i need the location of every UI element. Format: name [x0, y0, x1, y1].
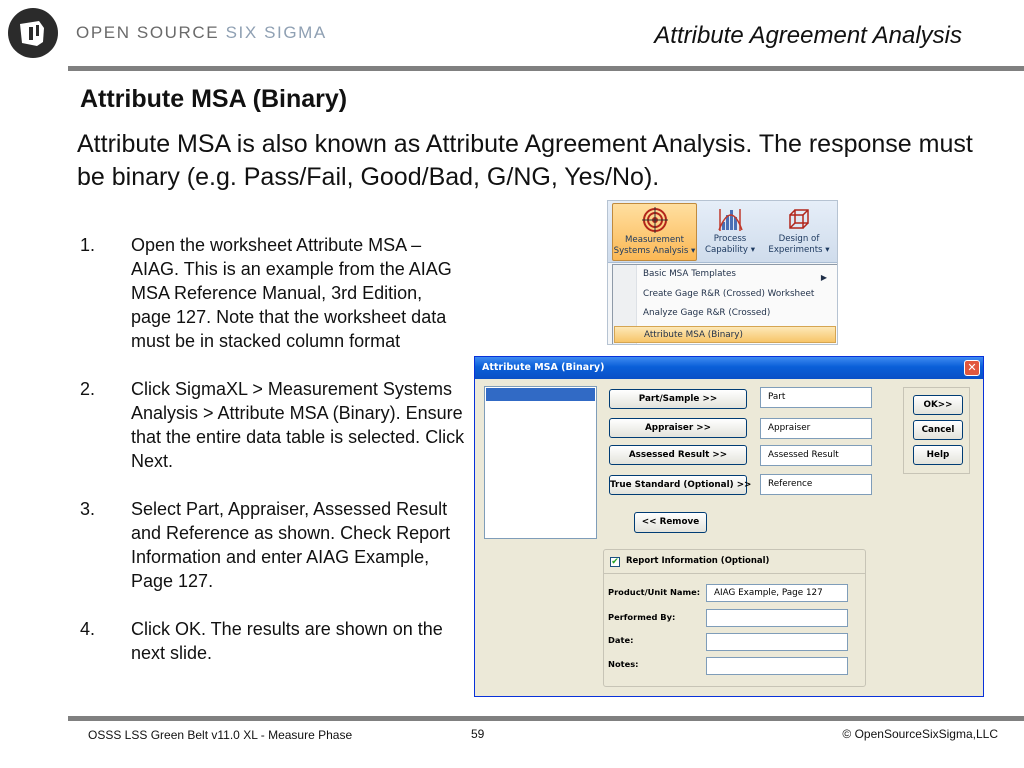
performed-by-label: Performed By:: [608, 612, 676, 622]
listbox-selected-row[interactable]: [486, 388, 595, 401]
ribbon-button-line2: Experiments ▾: [768, 245, 830, 255]
logo-mark-icon: [8, 8, 58, 58]
menu-item-create-gage-rr[interactable]: Create Gage R&R (Crossed) Worksheet: [643, 289, 815, 299]
product-unit-label: Product/Unit Name:: [608, 587, 701, 597]
true-standard-field[interactable]: Reference: [760, 474, 872, 495]
bottom-divider: [68, 716, 1024, 721]
notes-input[interactable]: [706, 657, 848, 675]
footer-copyright: © OpenSourceSixSigma,LLC: [842, 727, 998, 741]
report-information-checkbox[interactable]: ✔: [611, 557, 619, 567]
menu-item-analyze-gage-rr[interactable]: Analyze Gage R&R (Crossed): [643, 308, 771, 318]
step-number: 4.: [80, 619, 96, 639]
part-field[interactable]: Part: [760, 387, 872, 408]
msa-dropdown-menu: [612, 264, 838, 345]
ribbon-button-line1: Measurement: [625, 235, 684, 245]
design-of-experiments-button[interactable]: [764, 203, 834, 261]
page-number: 59: [471, 727, 485, 741]
step-item: [80, 377, 465, 473]
step-item: [80, 617, 465, 665]
slide-title: Attribute MSA (Binary): [80, 85, 348, 113]
date-input[interactable]: [706, 633, 848, 651]
variable-listbox[interactable]: [484, 386, 597, 539]
menu-item-label: Basic MSA Templates: [643, 269, 736, 279]
step-item: [80, 233, 465, 353]
step-number: 3.: [80, 499, 96, 519]
ribbon-button-line1: Process: [713, 234, 747, 244]
menu-item-basic-msa-templates[interactable]: [643, 269, 833, 282]
process-capability-button[interactable]: [699, 203, 761, 261]
performed-by-input[interactable]: [706, 609, 848, 627]
step-number: 2.: [80, 379, 96, 399]
close-icon[interactable]: ✕: [964, 360, 980, 376]
ok-button[interactable]: OK>>: [913, 395, 963, 415]
remove-button[interactable]: << Remove: [634, 512, 707, 533]
submenu-arrow-icon: ▶: [820, 273, 827, 282]
dialog-title: Attribute MSA (Binary): [475, 357, 983, 379]
intro-text: Attribute MSA is also known as Attribute Agreement Analysis. The response must be binary (e.g. Pass/Fail, Good/Bad, G/NG, Yes/No).: [77, 130, 973, 191]
footer-course-name: OSSS LSS Green Belt v11.0 XL - Measure Phase: [88, 728, 353, 742]
step-text: Open the worksheet Attribute MSA – AIAG. This is an example from the AIAG MSA Reference Manual, 3rd Edition, page 127. Note that the worksheet data must be in stacked column format: [131, 235, 452, 351]
cancel-button[interactable]: Cancel: [913, 420, 963, 440]
report-information-header: [604, 550, 865, 574]
report-information-group: [603, 549, 866, 687]
step-text: Select Part, Appraiser, Assessed Result and Reference as shown. Check Report Information and enter AIAG Example, Page 127.: [131, 499, 451, 591]
histogram-icon: [717, 206, 743, 232]
target-icon: [642, 207, 668, 233]
steps-list: [80, 233, 465, 689]
ribbon-button-line2: Capability ▾: [704, 245, 756, 255]
date-label: Date:: [608, 635, 634, 645]
part-sample-button[interactable]: Part/Sample >>: [609, 389, 747, 409]
ribbon-button-line1: Design of: [778, 234, 820, 244]
brand-accent: SIX SIGMA: [225, 23, 327, 42]
report-information-label: Report Information (Optional): [626, 556, 770, 566]
brand-main: OPEN SOURCE: [76, 23, 226, 42]
step-text: Click SigmaXL > Measurement Systems Analysis > Attribute MSA (Binary). Ensure that the entire data table is selected. Click Next.: [131, 379, 465, 471]
appraiser-field[interactable]: Appraiser: [760, 418, 872, 439]
ribbon-button-line2: Systems Analysis ▾: [613, 246, 696, 256]
company-logo: [8, 8, 58, 58]
step-item: [80, 497, 465, 593]
measurement-systems-analysis-button[interactable]: [612, 203, 697, 261]
brand-name: [76, 23, 327, 43]
assessed-result-field[interactable]: Assessed Result: [760, 445, 872, 466]
true-standard-button[interactable]: True Standard (Optional) >>: [609, 475, 747, 495]
step-number: 1.: [80, 235, 96, 255]
step-text: Click OK. The results are shown on the next slide.: [131, 619, 443, 663]
ribbon-strip: [608, 201, 838, 263]
notes-label: Notes:: [608, 659, 639, 669]
header-title: Attribute Agreement Analysis: [654, 22, 962, 49]
cube-icon: [786, 206, 812, 232]
ribbon-menu-screenshot: [607, 200, 838, 345]
assessed-result-button[interactable]: Assessed Result >>: [609, 445, 747, 465]
attribute-msa-dialog: [474, 356, 984, 697]
menu-item-attribute-msa-binary[interactable]: Attribute MSA (Binary): [614, 326, 836, 343]
top-divider: [68, 66, 1024, 71]
product-unit-input[interactable]: AIAG Example, Page 127: [706, 584, 848, 602]
appraiser-button[interactable]: Appraiser >>: [609, 418, 747, 438]
help-button[interactable]: Help: [913, 445, 963, 465]
